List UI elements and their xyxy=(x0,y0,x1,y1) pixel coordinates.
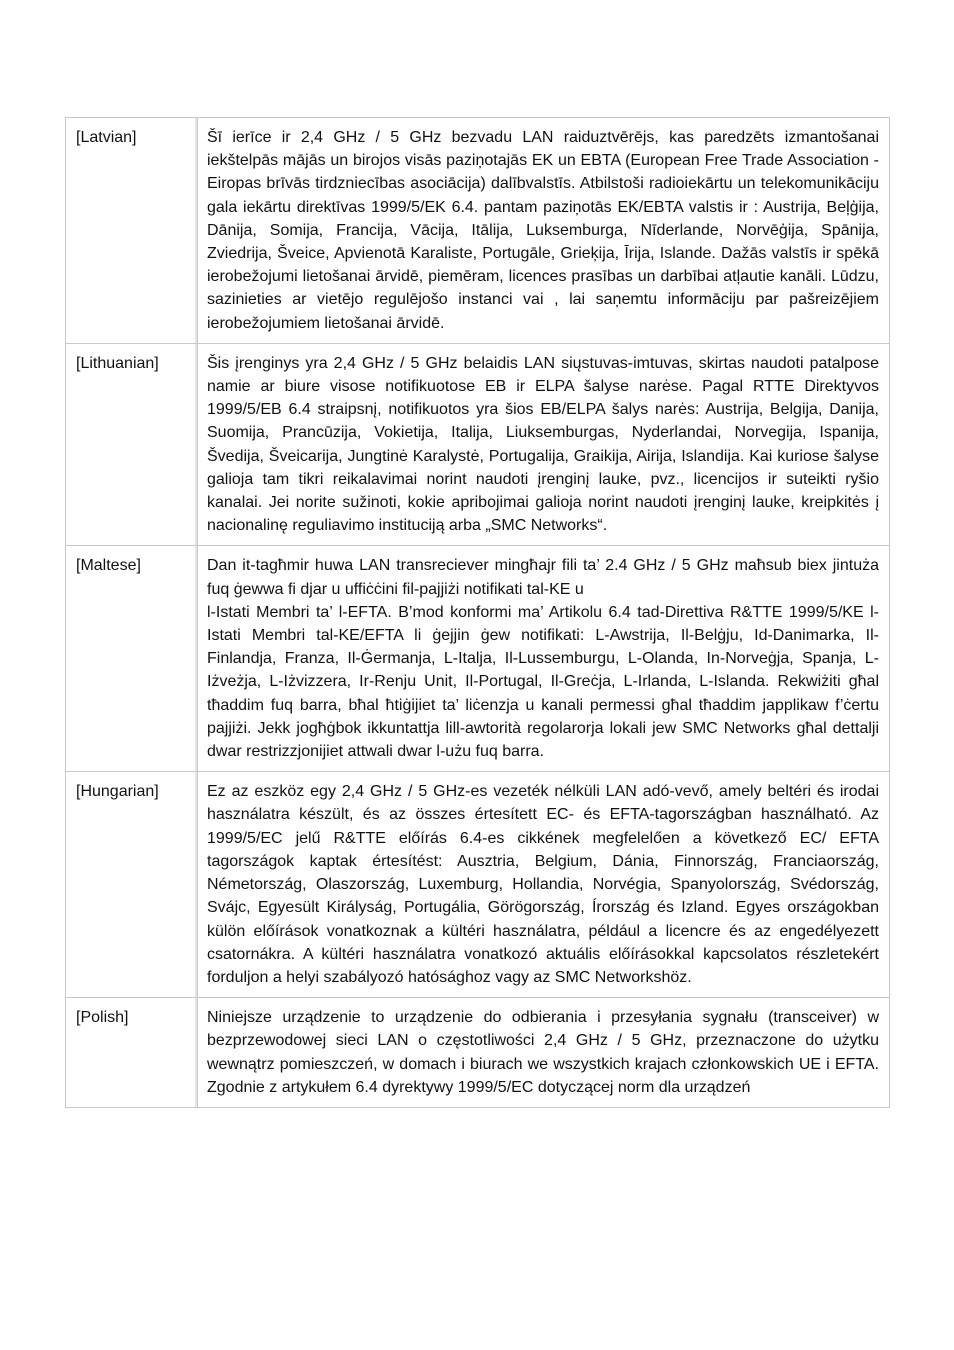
table-row-maltese xyxy=(66,546,890,772)
paragraph-polish: Niniejsze urządzenie to urządzenie do odbierania i przesyłania sygnału (transceiver) w bezprzewodowej sieci LAN o częstotliwości 2,4 GHz / 5 GHz, przeznaczone do użytku wewnątrz pomieszczeń, w domach i biurach we wszystkich krajach członkowskich UE i EFTA. Zgodnie z artykułem 6.4 dyrektywy 1999/5/EC dotyczącej norm dla urządzeń xyxy=(207,1009,879,1096)
language-label-polish: [Polish] xyxy=(66,998,198,1108)
compliance-text-lithuanian xyxy=(198,344,890,547)
compliance-text-latvian xyxy=(198,118,890,344)
paragraph-latvian: Šī ierīce ir 2,4 GHz / 5 GHz bezvadu LAN raiduztvērējs, kas paredzēts izmantošanai iekštelpās mājās un birojos visās paziņotajās EK un EBTA (European Free Trade Association - Eiropas brīvās tirdzniecības asociācija) dalībvalstīs. Atbilstoši radioiekārtu un telekomunikāciju gala iekārtu direktīvas 1999/5/EK 6.4. pantam paziņotās EK/EBTA valstis ir : Austrija, Beļģija, Dānija, Somija, Francija, Vācija, Itālija, Luksemburga, Nīderlande, Norvēģija, Spānija, Zviedrija, Šveice, Apvienotā Karaliste, Portugāle, Grieķija, Īrija, Islande. Dažās valstīs ir spēkā ierobežojumi lietošanai ārvidē, piemēram, licences prasības un darbībai atļautie kanāli. Lūdzu, sazinieties ar vietējo regulējošo instanci vai , lai saņemtu informāciju par pašreizējiem ierobežojumiem lietošanai ārvidē. xyxy=(207,129,879,332)
compliance-text-hungarian xyxy=(198,772,890,998)
table-row-hungarian xyxy=(66,772,890,998)
language-label-latvian: [Latvian] xyxy=(66,118,198,344)
language-compliance-table xyxy=(65,117,890,1108)
language-label-hungarian: [Hungarian] xyxy=(66,772,198,998)
paragraph-hungarian: Ez az eszköz egy 2,4 GHz / 5 GHz-es vezeték nélküli LAN adó-vevő, amely beltéri és irodai használatra készült, és az összes értesített EC- és EFTA-tagországban használható. Az 1999/5/EC jelű R&TTE előírás 6.4-es cikkének megfelelően a következő EC/ EFTA tagországok kaptak értesítést: Ausztria, Belgium, Dánia, Finnország, Franciaország, Németország, Olaszország, Luxemburg, Hollandia, Norvégia, Spanyolország, Svédország, Svájc, Egyesült Királyság, Portugália, Görögország, Írország és Izland. Egyes országokban külön előírások vonatkoznak a kültéri használatra, például a licencre és az engedélyezett csatornákra. A kültéri használatra vonatkozó aktuális előírásokkal kapcsolatos részletekért forduljon a helyi szabályozó hatósághoz vagy az SMC Networkshöz. xyxy=(207,783,879,986)
compliance-text-maltese xyxy=(198,546,890,772)
language-label-lithuanian: [Lithuanian] xyxy=(66,344,198,547)
paragraph-maltese-1: Dan it-tagħmir huwa LAN transreciever mingħajr fili ta’ 2.4 GHz / 5 GHz maħsub biex jintuża fuq ġewwa fi djar u uffiċċini fil-pajjiżi notifikati tal-KE u xyxy=(207,557,879,598)
language-label-maltese: [Maltese] xyxy=(66,546,198,772)
table-row-polish xyxy=(66,998,890,1108)
paragraph-lithuanian: Šis įrenginys yra 2,4 GHz / 5 GHz belaidis LAN siųstuvas-imtuvas, skirtas naudoti patalpose namie ar biure visose notifikuotose EB ir ELPA šalyse narėse. Pagal RTTE Direktyvos 1999/5/EB 6.4 straipsnį, notifikuotos yra šios EB/ELPA šalys narės: Austrija, Belgija, Danija, Suomija, Prancūzija, Vokietija, Italija, Liuksemburgas, Nyderlandai, Norvegija, Ispanija, Švedija, Šveicarija, Jungtinė Karalystė, Portugalija, Graikija, Airija, Islandija. Kai kuriose šalyse galioja tam tikri reikalavimai norint naudoti įrenginį lauke, pvz., licencijos ir suteikti ryšio kanalai. Jei norite sužinoti, kokie apribojimai galioja norint naudoti įrenginį lauke, kreipkitės į nacionalinę reguliavimo instituciją arba „SMC Networks“. xyxy=(207,354,879,535)
table-row-latvian xyxy=(66,118,890,344)
paragraph-maltese-2: l-Istati Membri ta’ l-EFTA. B’mod konformi ma’ Artikolu 6.4 tad-Direttiva R&TTE 1999/5/KE l-Istati Membri tal-KE/EFTA li ġejjin ġew notifikati: L-Awstrija, Il-Belġju, Id-Danimarka, Il-Finlandja, Franza, Il-Ġermanja, L-Italja, Il-Lussemburgu, L-Olanda, In-Norveġja, Spanja, L-Iżveżja, L-Iżvizzera, Ir-Renju Unit, Il-Portugal, Il-Greċja, L-Irlanda, L-Islanda. Rekwiżiti għal tħaddim fuq barra, bħal ħtiġijiet ta’ liċenzja u kanali permessi għal tħaddim japplikaw f’ċertu pajjiżi. Jekk jogħġbok ikkuntattja lill-awtorità regolarorja lokali jew SMC Networks għal dettalji dwar restrizzjonijiet attwali dwar l-użu fuq barra. xyxy=(207,603,879,761)
compliance-text-polish xyxy=(198,998,890,1108)
table-row-lithuanian xyxy=(66,344,890,547)
